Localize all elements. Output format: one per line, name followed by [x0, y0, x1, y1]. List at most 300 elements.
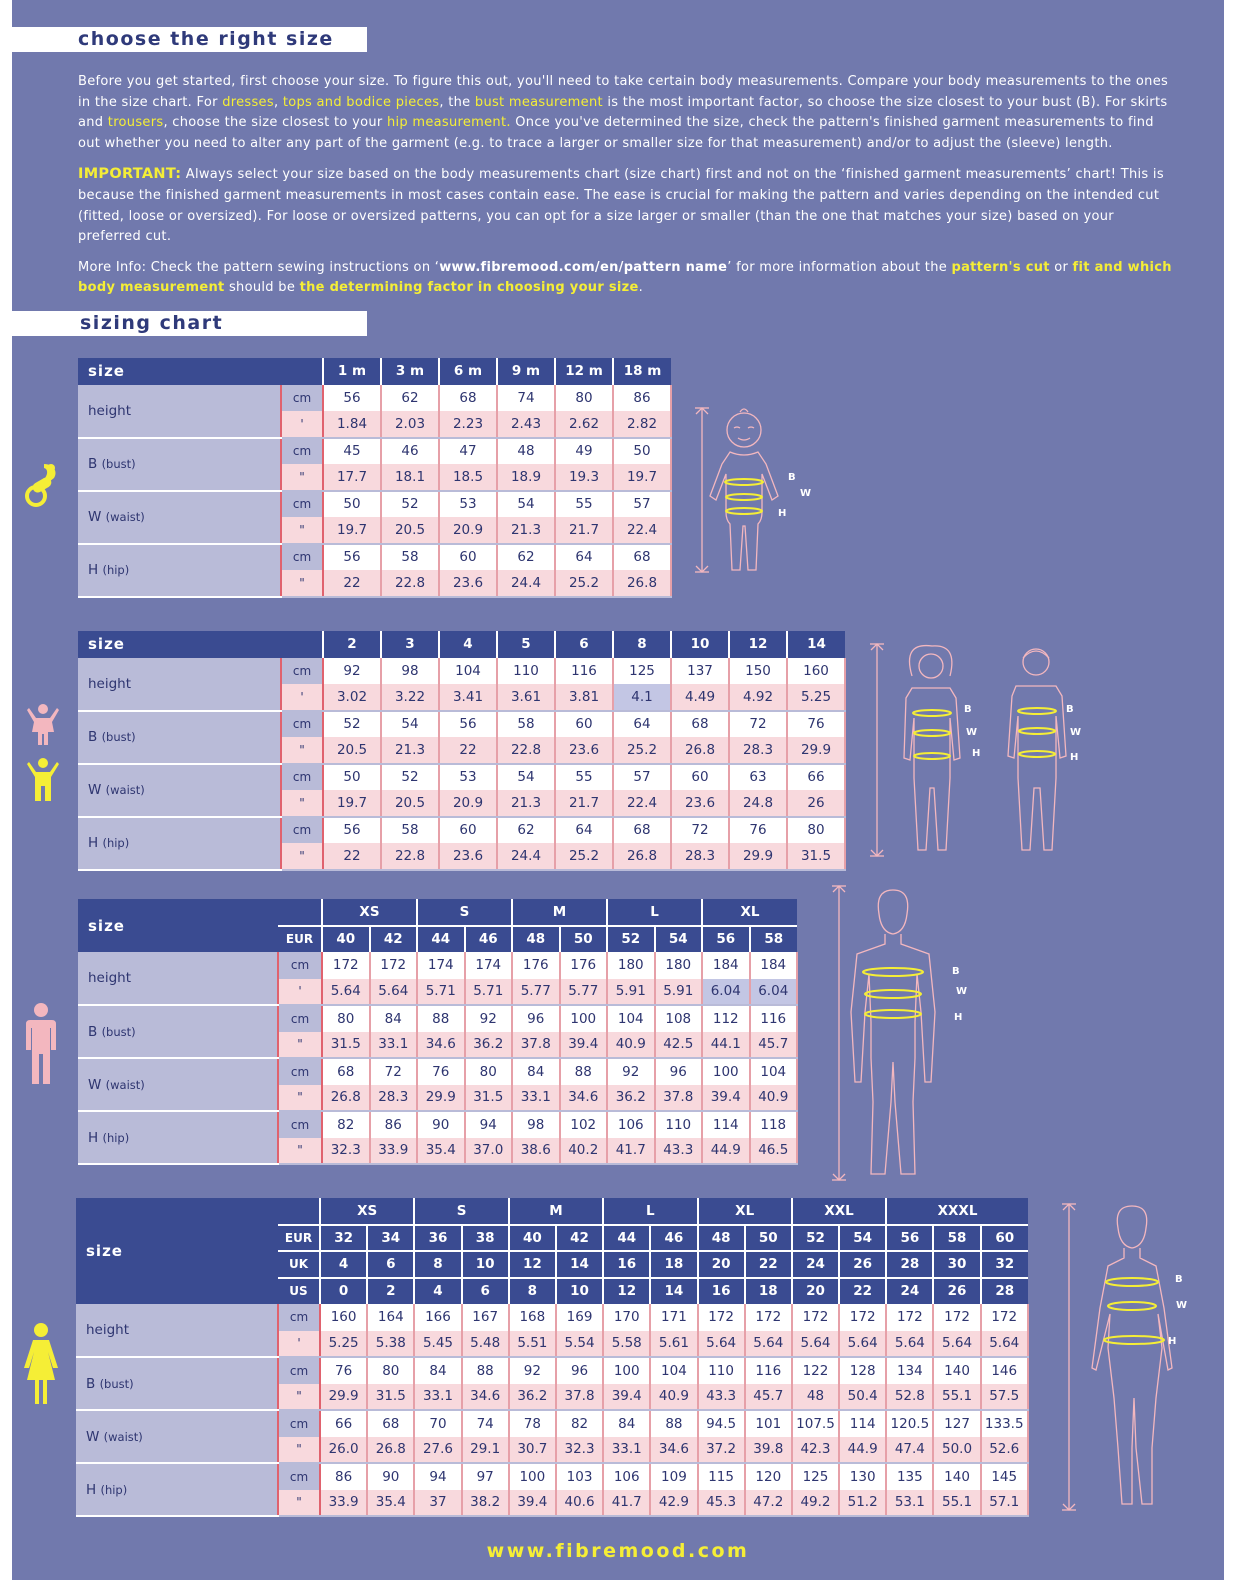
highlight-determining: the determining factor in choosing your size: [299, 280, 639, 296]
value-cell: 34.6: [462, 1384, 509, 1411]
value-cell: 5.48: [462, 1331, 509, 1358]
value-cell: 94.5: [698, 1410, 745, 1437]
value-cell: 5.91: [607, 979, 655, 1006]
label-word: (waist): [105, 1077, 145, 1092]
value-cell: 172: [839, 1304, 886, 1331]
size-column-header: 9 m: [497, 358, 555, 385]
table-row: [78, 491, 671, 518]
size-column-header: 4: [414, 1278, 461, 1305]
size-column-header: 46: [650, 1225, 697, 1252]
value-cell: 140: [933, 1357, 980, 1384]
size-column-header: 16: [603, 1251, 650, 1278]
value-cell: 30.7: [509, 1437, 556, 1464]
value-cell: 26.8: [367, 1437, 414, 1464]
size-column-header: 36: [414, 1225, 461, 1252]
value-cell: 5.58: [603, 1331, 650, 1358]
size-column-header: 18: [745, 1278, 792, 1305]
value-cell: 19.7: [323, 790, 381, 817]
value-cell: 2.62: [555, 411, 613, 438]
value-cell: 21.7: [555, 517, 613, 544]
table-header-row: [78, 899, 797, 926]
intro-text-run: or: [1049, 259, 1073, 275]
value-cell: 36.2: [509, 1384, 556, 1411]
value-cell: 88: [462, 1357, 509, 1384]
label-letter: B: [88, 729, 98, 745]
value-cell: 57.1: [981, 1490, 1028, 1517]
value-cell: 37.8: [655, 1085, 703, 1112]
value-cell: 172: [981, 1304, 1028, 1331]
value-cell: 110: [497, 658, 555, 685]
value-cell: 127: [933, 1410, 980, 1437]
value-cell: 5.77: [512, 979, 560, 1006]
intro-text-run: .: [638, 280, 644, 296]
table-row: [78, 1005, 797, 1032]
value-cell: 171: [650, 1304, 697, 1331]
value-cell: 146: [981, 1357, 1028, 1384]
size-column-header: 24: [792, 1251, 839, 1278]
size-column-header: 52: [792, 1225, 839, 1252]
value-cell: 49.2: [792, 1490, 839, 1517]
value-cell: 29.9: [729, 843, 787, 870]
size-column-header: 54: [839, 1225, 886, 1252]
value-cell: 92: [509, 1357, 556, 1384]
value-cell: 18.5: [439, 464, 497, 491]
value-cell: 45.7: [750, 1032, 798, 1059]
value-cell: 145: [981, 1463, 1028, 1490]
size-guide-page: [12, 0, 1224, 1580]
value-cell: 46: [381, 438, 439, 465]
value-cell: 3.61: [497, 684, 555, 711]
value-cell: 29.1: [462, 1437, 509, 1464]
size-column-header: 14: [556, 1251, 603, 1278]
value-cell: 23.6: [439, 843, 497, 870]
figure-label-h: H: [1168, 1336, 1177, 1347]
unit-cell: cm: [281, 438, 323, 465]
value-cell: 39.4: [702, 1085, 750, 1112]
value-cell: 180: [655, 952, 703, 979]
value-cell: 78: [509, 1410, 556, 1437]
measurement-label-hip: [78, 817, 281, 870]
figure-label-b: B: [1066, 704, 1074, 715]
unit-cell: cm: [281, 385, 323, 412]
size-column-header: 12: [509, 1251, 556, 1278]
value-cell: 1.84: [323, 411, 381, 438]
value-cell: 31.5: [322, 1032, 370, 1059]
value-cell: 5.91: [655, 979, 703, 1006]
kids-size-table: [78, 631, 846, 871]
size-column-header: 18 m: [613, 358, 671, 385]
value-cell: 40.9: [650, 1384, 697, 1411]
measurement-label-hip: [78, 544, 281, 597]
size-column-header: 22: [745, 1251, 792, 1278]
size-header: size: [76, 1198, 278, 1304]
value-cell: 56: [323, 544, 381, 571]
label-word: (hip): [102, 1130, 130, 1145]
value-cell: 68: [671, 711, 729, 738]
value-cell: 90: [417, 1111, 465, 1138]
value-cell: 58: [381, 544, 439, 571]
label-letter: W: [88, 509, 102, 525]
value-cell: 90: [367, 1463, 414, 1490]
value-cell: 57: [613, 764, 671, 791]
unit-cell: cm: [278, 1463, 320, 1490]
value-cell: 116: [555, 658, 613, 685]
value-cell: 5.64: [792, 1331, 839, 1358]
value-cell: 5.38: [367, 1331, 414, 1358]
value-cell: 56: [323, 385, 381, 412]
size-column-header: 22: [839, 1278, 886, 1305]
unit-cell: ": [278, 1384, 320, 1411]
size-column-header: 58: [750, 926, 798, 953]
value-cell: 109: [650, 1463, 697, 1490]
value-cell: 86: [370, 1111, 418, 1138]
value-cell: 96: [655, 1058, 703, 1085]
table-row: [78, 385, 671, 412]
value-cell: 31.5: [367, 1384, 414, 1411]
value-cell: 133.5: [981, 1410, 1028, 1437]
value-cell: 74: [497, 385, 555, 412]
value-cell: 40.6: [556, 1490, 603, 1517]
value-cell: 68: [439, 385, 497, 412]
value-cell: 34.6: [417, 1032, 465, 1059]
value-cell: 72: [729, 711, 787, 738]
choose-size-banner: [12, 27, 367, 52]
value-cell: 94: [465, 1111, 513, 1138]
value-cell: 50: [613, 438, 671, 465]
size-column-header: 8: [509, 1278, 556, 1305]
value-cell: 172: [792, 1304, 839, 1331]
size-column-header: 34: [367, 1225, 414, 1252]
size-group-header: XL: [702, 899, 797, 926]
value-cell: 118: [750, 1111, 798, 1138]
size-column-header: 3: [381, 631, 439, 658]
value-cell: 22.4: [613, 790, 671, 817]
size-group-header: XS: [320, 1198, 414, 1225]
value-cell: 108: [655, 1005, 703, 1032]
value-cell: 5.25: [787, 684, 845, 711]
value-cell: 29.9: [417, 1085, 465, 1112]
size-column-header: 28: [886, 1251, 933, 1278]
value-cell: 18.9: [497, 464, 555, 491]
value-cell: 80: [367, 1357, 414, 1384]
value-cell: 34.6: [650, 1437, 697, 1464]
value-cell: 38.6: [512, 1138, 560, 1165]
value-cell: 76: [417, 1058, 465, 1085]
table-row: [78, 438, 671, 465]
value-cell: 39.8: [745, 1437, 792, 1464]
value-cell: 104: [607, 1005, 655, 1032]
value-cell: 44.9: [839, 1437, 886, 1464]
value-cell: 176: [560, 952, 608, 979]
value-cell: 76: [787, 711, 845, 738]
value-cell: 3.22: [381, 684, 439, 711]
size-column-header: 14: [787, 631, 845, 658]
women-size-table: [76, 1198, 1029, 1517]
value-cell: 128: [839, 1357, 886, 1384]
unit-cell: ': [278, 1331, 320, 1358]
value-cell: 104: [650, 1357, 697, 1384]
value-cell: 106: [603, 1463, 650, 1490]
value-cell: 58: [381, 817, 439, 844]
value-cell: 24.8: [729, 790, 787, 817]
value-cell: 48: [497, 438, 555, 465]
size-column-header: 44: [603, 1225, 650, 1252]
value-cell: 112: [702, 1005, 750, 1032]
value-cell: 5.51: [509, 1331, 556, 1358]
highlight-bust: bust measurement: [474, 94, 603, 110]
label-word: (hip): [102, 836, 130, 850]
intro-text: [78, 72, 1178, 309]
size-column-header: 50: [745, 1225, 792, 1252]
value-cell: 54: [497, 491, 555, 518]
value-cell: 72: [671, 817, 729, 844]
value-cell: 135: [886, 1463, 933, 1490]
size-column-header: 20: [792, 1278, 839, 1305]
value-cell: 180: [607, 952, 655, 979]
header-spacer: [278, 1198, 320, 1225]
figure-label-b: B: [1175, 1274, 1183, 1285]
value-cell: 60: [439, 544, 497, 571]
size-column-header: 5: [497, 631, 555, 658]
value-cell: 80: [465, 1058, 513, 1085]
intro-text-run: ,: [273, 94, 283, 110]
value-cell: 2.82: [613, 411, 671, 438]
value-cell: 3.81: [555, 684, 613, 711]
value-cell: 172: [886, 1304, 933, 1331]
size-column-header: 8: [414, 1251, 461, 1278]
size-group-header: XS: [322, 899, 417, 926]
value-cell: 38.2: [462, 1490, 509, 1517]
label-word: (waist): [103, 1429, 143, 1444]
intro-paragraph-2: [78, 164, 1178, 247]
value-cell: 120: [745, 1463, 792, 1490]
value-cell: 68: [367, 1410, 414, 1437]
value-cell: 55.1: [933, 1490, 980, 1517]
size-group-header: XL: [698, 1198, 792, 1225]
table-row: [76, 1410, 1028, 1437]
footer-url: www.fibremood.com: [486, 1540, 750, 1562]
value-cell: 23.6: [439, 570, 497, 597]
value-cell: 5.64: [370, 979, 418, 1006]
figure-label-b: B: [952, 966, 960, 977]
value-cell: 43.3: [698, 1384, 745, 1411]
size-column-header: 26: [839, 1251, 886, 1278]
value-cell: 5.71: [417, 979, 465, 1006]
value-cell: 25.2: [555, 570, 613, 597]
label-word: (bust): [99, 1376, 134, 1391]
value-cell: 160: [320, 1304, 367, 1331]
value-cell: 28.3: [729, 737, 787, 764]
measurement-label-height: [78, 385, 281, 438]
size-group-header: M: [512, 899, 607, 926]
intro-text-run: , the: [439, 94, 475, 110]
figure-label-w: W: [1176, 1300, 1188, 1311]
value-cell: 55.1: [933, 1384, 980, 1411]
value-cell: 21.3: [497, 517, 555, 544]
figure-label-w: W: [966, 727, 978, 738]
figure-label-b: B: [788, 472, 796, 483]
table-row: [76, 1357, 1028, 1384]
size-column-header: 52: [607, 926, 655, 953]
unit-cell: cm: [281, 491, 323, 518]
value-cell: 62: [497, 817, 555, 844]
table-header-row: [78, 631, 845, 658]
value-cell: 98: [381, 658, 439, 685]
value-cell: 39.4: [603, 1384, 650, 1411]
unit-cell: cm: [278, 1410, 320, 1437]
value-cell: 18.1: [381, 464, 439, 491]
baby-figure: [682, 400, 832, 580]
size-column-header: 4: [320, 1251, 367, 1278]
size-column-header: 16: [698, 1278, 745, 1305]
value-cell: 32.3: [322, 1138, 370, 1165]
size-column-header: 12: [729, 631, 787, 658]
value-cell: 62: [497, 544, 555, 571]
value-cell: 20.9: [439, 517, 497, 544]
value-cell: 37.2: [698, 1437, 745, 1464]
label-word: (bust): [101, 1024, 136, 1039]
label-word: (hip): [102, 563, 130, 577]
value-cell: 125: [792, 1463, 839, 1490]
value-cell: 53: [439, 764, 497, 791]
intro-text-run: Before you get started, first choose your size. To figure this out, you'll need to take certain body measurements. Compare your body measurements to the ones in the size chart. For: [78, 74, 1169, 110]
value-cell: 33.1: [512, 1085, 560, 1112]
value-cell: 5.64: [698, 1331, 745, 1358]
value-cell: 5.64: [981, 1331, 1028, 1358]
value-cell: 60: [555, 711, 613, 738]
size-column-header: 54: [655, 926, 703, 953]
unit-cell: ": [278, 1490, 320, 1517]
value-cell: 172: [370, 952, 418, 979]
size-column-header: 24: [886, 1278, 933, 1305]
man-figure: [827, 882, 977, 1187]
value-cell: 37.0: [465, 1138, 513, 1165]
value-cell: 33.1: [414, 1384, 461, 1411]
value-cell: 2.43: [497, 411, 555, 438]
table-row: [78, 658, 845, 685]
value-cell: 3.02: [323, 684, 381, 711]
size-column-header: 14: [650, 1278, 697, 1305]
value-cell: 26.8: [613, 570, 671, 597]
intro-text-run: ’ for more information about the: [727, 259, 952, 275]
value-cell: 80: [555, 385, 613, 412]
size-group-header: M: [509, 1198, 603, 1225]
value-cell: 52: [381, 491, 439, 518]
value-cell: 34.6: [560, 1085, 608, 1112]
size-column-header: 30: [933, 1251, 980, 1278]
size-column-header: 32: [981, 1251, 1028, 1278]
value-cell: 100: [509, 1463, 556, 1490]
value-cell: 96: [512, 1005, 560, 1032]
label-height: height: [88, 970, 132, 986]
measurement-label-height: [76, 1304, 278, 1357]
value-cell: 6.04: [702, 979, 750, 1006]
value-cell: 92: [323, 658, 381, 685]
intro-text-run: is the most important factor, so choose the size closest to your bust (B). For skirts and: [78, 94, 1168, 131]
value-cell: 98: [512, 1111, 560, 1138]
label-height: height: [88, 675, 132, 692]
unit-cell: cm: [278, 952, 322, 979]
value-cell: 53.1: [886, 1490, 933, 1517]
value-cell: 64: [613, 711, 671, 738]
size-column-header: 2: [367, 1278, 414, 1305]
value-cell: 110: [698, 1357, 745, 1384]
value-cell: 66: [787, 764, 845, 791]
figure-label-h: H: [954, 1012, 963, 1023]
value-cell: 97: [462, 1463, 509, 1490]
size-column-header: 3 m: [381, 358, 439, 385]
value-cell: 37: [414, 1490, 461, 1517]
value-cell: 37.8: [512, 1032, 560, 1059]
intro-text-run: , choose the size closest to your: [163, 115, 387, 131]
unit-cell: cm: [281, 764, 323, 791]
value-cell: 48: [792, 1384, 839, 1411]
size-system-label: EUR: [278, 1225, 320, 1252]
size-column-header: 48: [698, 1225, 745, 1252]
value-cell: 19.7: [323, 517, 381, 544]
value-cell: 26.8: [613, 843, 671, 870]
value-cell: 184: [750, 952, 798, 979]
value-cell: 76: [320, 1357, 367, 1384]
value-cell: 36.2: [465, 1032, 513, 1059]
value-cell: 5.61: [650, 1331, 697, 1358]
size-column-header: 38: [462, 1225, 509, 1252]
table-row: [76, 1304, 1028, 1331]
table-row: [78, 544, 671, 571]
value-cell: 23.6: [555, 737, 613, 764]
value-cell: 74: [462, 1410, 509, 1437]
value-cell: 55: [555, 764, 613, 791]
value-cell: 49: [555, 438, 613, 465]
value-cell: 166: [414, 1304, 461, 1331]
value-cell: 44.9: [702, 1138, 750, 1165]
value-cell: 42.3: [792, 1437, 839, 1464]
value-cell: 5.64: [933, 1331, 980, 1358]
sizing-chart-title: sizing chart: [80, 312, 224, 334]
value-cell: 122: [792, 1357, 839, 1384]
value-cell: 52: [323, 711, 381, 738]
value-cell: 80: [322, 1005, 370, 1032]
value-cell: 176: [512, 952, 560, 979]
value-cell: 100: [603, 1357, 650, 1384]
value-cell: 92: [465, 1005, 513, 1032]
value-cell: 47.4: [886, 1437, 933, 1464]
size-column-header: 6: [555, 631, 613, 658]
highlight-trousers: trousers: [107, 115, 164, 131]
value-cell: 45.3: [698, 1490, 745, 1517]
size-column-header: 56: [886, 1225, 933, 1252]
highlight-dresses: dresses: [222, 94, 274, 110]
value-cell: 56: [323, 817, 381, 844]
figure-label-w: W: [800, 488, 812, 499]
highlight-tops: tops and bodice pieces: [282, 94, 440, 110]
value-cell: 40.2: [560, 1138, 608, 1165]
unit-cell: cm: [281, 658, 323, 685]
value-cell: 2.03: [381, 411, 439, 438]
value-cell: 114: [702, 1111, 750, 1138]
size-group-header: S: [414, 1198, 508, 1225]
value-cell: 42.9: [650, 1490, 697, 1517]
unit-cell: cm: [278, 1357, 320, 1384]
value-cell: 92: [607, 1058, 655, 1085]
girl-icon: [26, 702, 60, 746]
figure-label-h: H: [972, 748, 981, 759]
value-cell: 25.2: [555, 843, 613, 870]
value-cell: 21.3: [381, 737, 439, 764]
table-row: [78, 1058, 797, 1085]
value-cell: 50: [323, 491, 381, 518]
unit-cell: ': [281, 684, 323, 711]
